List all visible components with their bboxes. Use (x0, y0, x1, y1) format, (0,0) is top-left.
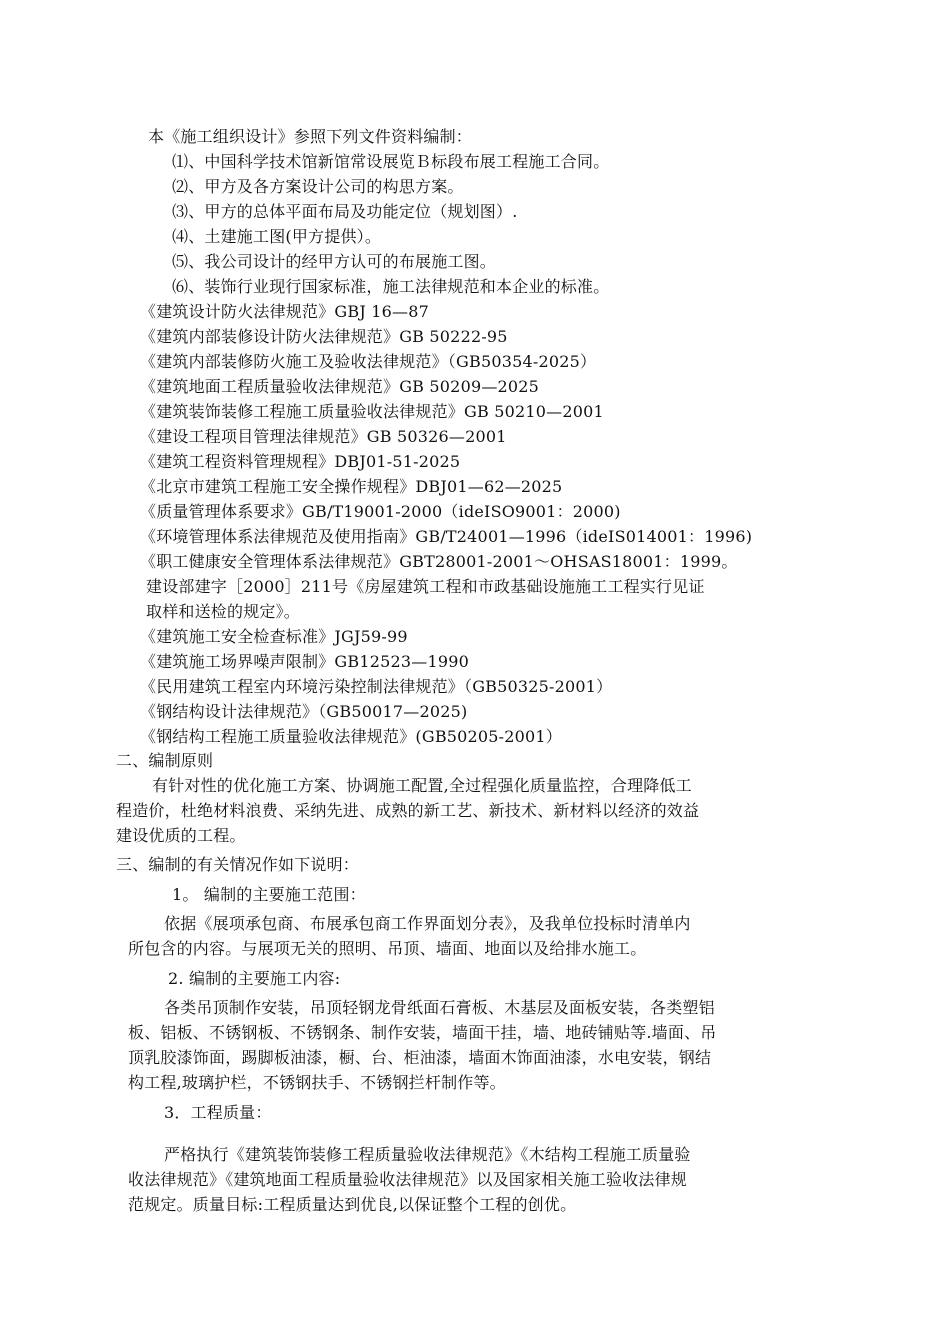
standard-item: 《质量管理体系要求》GB/T19001-2000（ideISO9001：2000) (140, 502, 621, 521)
paragraph-line: 顶乳胶漆饰面，踢脚板油漆，橱、台、柜油漆，墙面木饰面油漆，水电安装，钢结 (128, 1048, 712, 1067)
ref-item: ⑸、我公司设计的经甲方认可的布展施工图。 (172, 252, 497, 271)
ref-item: ⑹、装饰行业现行国家标准，施工法律规范和本企业的标准。 (172, 277, 610, 296)
paragraph-line: 范规定。质量目标:工程质量达到优良,以保证整个工程的创优。 (128, 1195, 577, 1214)
section-heading: 三、编制的有关情况作如下说明： (116, 855, 360, 874)
ref-item: ⑵、甲方及各方案设计公司的构思方案。 (172, 177, 464, 196)
standard-item: 《建筑内部装修设计防火法律规范》GB 50222-95 (140, 327, 508, 346)
paragraph-line: 有针对性的优化施工方案、协调施工配置,全过程强化质量监控，合理降低工 (152, 776, 692, 795)
paragraph-line: 依据《展项承包商、布展承包商工作界面划分表》，及我单位投标时清单内 (164, 914, 691, 933)
ref-item: ⑶、甲方的总体平面布局及功能定位（规划图）. (172, 202, 518, 221)
standard-item: 《北京市建筑工程施工安全操作规程》DBJ01—62—2025 (140, 477, 563, 496)
intro-line: 本《施工组织设计》参照下列文件资料编制： (148, 127, 473, 146)
standard-item: 《建筑施工安全检查标准》JGJ59-99 (140, 627, 408, 646)
standard-item: 《民用建筑工程室内环境污染控制法律规范》（GB50325-2001） (140, 677, 613, 696)
standard-item: 《钢结构设计法律规范》（GB50017—2025) (140, 702, 468, 721)
jianzi-line: 建设部建字［2000］211号《房屋建筑工程和市政基础设施施工工程实行见证 (146, 577, 705, 596)
paragraph-line: 所包含的内容。与展项无关的照明、吊顶、墙面、地面以及给排水施工。 (128, 939, 647, 958)
section-heading: 二、编制原则 (116, 751, 214, 770)
paragraph-line: 程造价，杜绝材料浪费、采纳先进、成熟的新工艺、新技术、新材料以经济的效益 (116, 801, 700, 820)
standard-item: 《钢结构工程施工质量验收法律规范》(GB50205-2001） (140, 727, 563, 746)
paragraph-line: 收法律规范》《建筑地面工程质量验收法律规范》以及国家相关施工验收法律规 (128, 1170, 688, 1189)
paragraph-line: 板、铝板、不锈钢板、不锈钢条、制作安装，墙面干挂，墙、地砖铺贴等.墙面、吊 (128, 1023, 717, 1042)
standard-item: 《建设工程项目管理法律规范》GB 50326—2001 (140, 427, 507, 446)
standard-item: 《建筑地面工程质量验收法律规范》GB 50209—2025 (140, 377, 540, 396)
ref-item: ⑷、土建施工图(甲方提供）。 (172, 227, 382, 246)
standard-item: 《建筑工程资料管理规程》DBJ01-51-2025 (140, 452, 461, 471)
ref-item: ⑴、中国科学技术馆新馆常设展览Ｂ标段布展工程施工合同。 (172, 152, 610, 171)
standard-item: 《职工健康安全管理体系法律规范》GBT28001-2001～OHSAS18001：1999。 (140, 552, 738, 571)
subsection-heading: 2. 编制的主要施工内容: (168, 969, 341, 988)
paragraph-line: 建设优质的工程。 (116, 826, 246, 845)
standard-item: 《建筑设计防火法律规范》GBJ 16—87 (140, 302, 429, 321)
subsection-heading: 1。 编制的主要施工范围： (172, 885, 366, 904)
jianzi-line: 取样和送检的规定》。 (146, 602, 301, 621)
standard-item: 《环境管理体系法律规范及使用指南》GB/T24001—1996（ideIS014001：1996) (140, 527, 753, 546)
standard-item: 《建筑装饰装修工程施工质量验收法律规范》GB 50210—2001 (140, 402, 604, 421)
paragraph-line: 严格执行《建筑装饰装修工程质量验收法律规范》《木结构工程施工质量验 (164, 1145, 691, 1164)
standard-item: 《建筑内部装修防火施工及验收法律规范》（GB50354-2025） (140, 352, 597, 371)
subsection-heading: 3．工程质量： (164, 1103, 272, 1122)
paragraph-line: 各类吊顶制作安装，吊顶轻钢龙骨纸面石膏板、木基层及面板安装，各类塑铝 (164, 998, 715, 1017)
paragraph-line: 构工程,玻璃护栏，不锈钢扶手、不锈钢拦杆制作等。 (128, 1073, 506, 1092)
standard-item: 《建筑施工场界噪声限制》GB12523—1990 (140, 652, 469, 671)
